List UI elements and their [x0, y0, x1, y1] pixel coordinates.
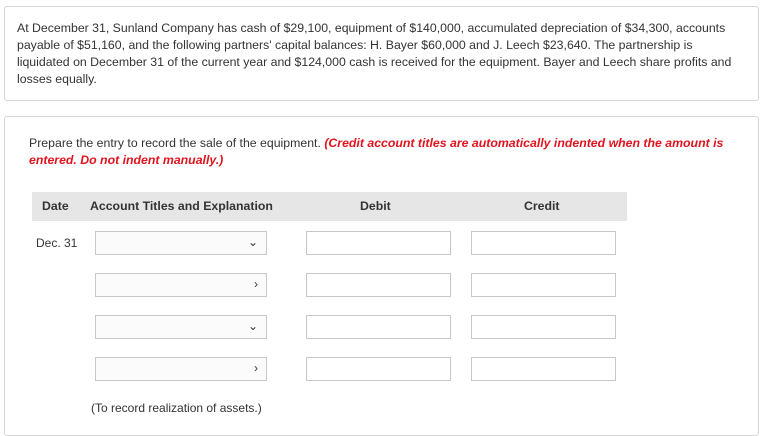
- problem-text: At December 31, Sunland Company has cash of $29,100, equipment of $140,000, accumulated depreciation of $34,300, accounts payable of $51,160, and the following partners' capital balances: H. Bayer $60,000 and J. Leech $23,640. The partnership is liquidated on December 31 of the current year and $124,000 cash is received for the equipment. Bayer and Leech share profits and losses equally.: [17, 21, 732, 86]
- header-account: Account Titles and Explanation: [90, 199, 273, 213]
- debit-input-row-2[interactable]: [306, 273, 451, 297]
- header-debit: Debit: [360, 199, 391, 213]
- header-credit: Credit: [524, 199, 560, 213]
- problem-statement-panel: [4, 6, 759, 101]
- debit-input-row-3[interactable]: [306, 315, 451, 339]
- chevron-down-icon: ⌄: [247, 235, 258, 249]
- journal-table-header: [32, 192, 627, 221]
- account-select-row-4[interactable]: [95, 357, 267, 381]
- account-select-row-1[interactable]: [95, 231, 267, 255]
- credit-input-row-3[interactable]: [471, 315, 616, 339]
- account-select-row-2[interactable]: [95, 273, 267, 297]
- instructions: [29, 135, 746, 169]
- debit-input-row-4[interactable]: [306, 357, 451, 381]
- header-date: Date: [42, 199, 69, 213]
- debit-input-row-1[interactable]: [306, 231, 451, 255]
- credit-input-row-4[interactable]: [471, 357, 616, 381]
- entry-explanation: (To record realization of assets.): [91, 401, 262, 415]
- chevron-right-icon: ›: [254, 277, 258, 291]
- chevron-right-icon: ›: [254, 361, 258, 375]
- account-select-row-3[interactable]: [95, 315, 267, 339]
- credit-input-row-1[interactable]: [471, 231, 616, 255]
- chevron-down-icon: ⌄: [247, 319, 258, 333]
- instructions-warning: (Credit account titles are automatically indented when the amount is entered. Do not indent manually.): [29, 136, 724, 167]
- credit-input-row-2[interactable]: [471, 273, 616, 297]
- instructions-prompt: Prepare the entry to record the sale of the equipment.: [29, 136, 321, 150]
- row-date: Dec. 31: [36, 236, 78, 250]
